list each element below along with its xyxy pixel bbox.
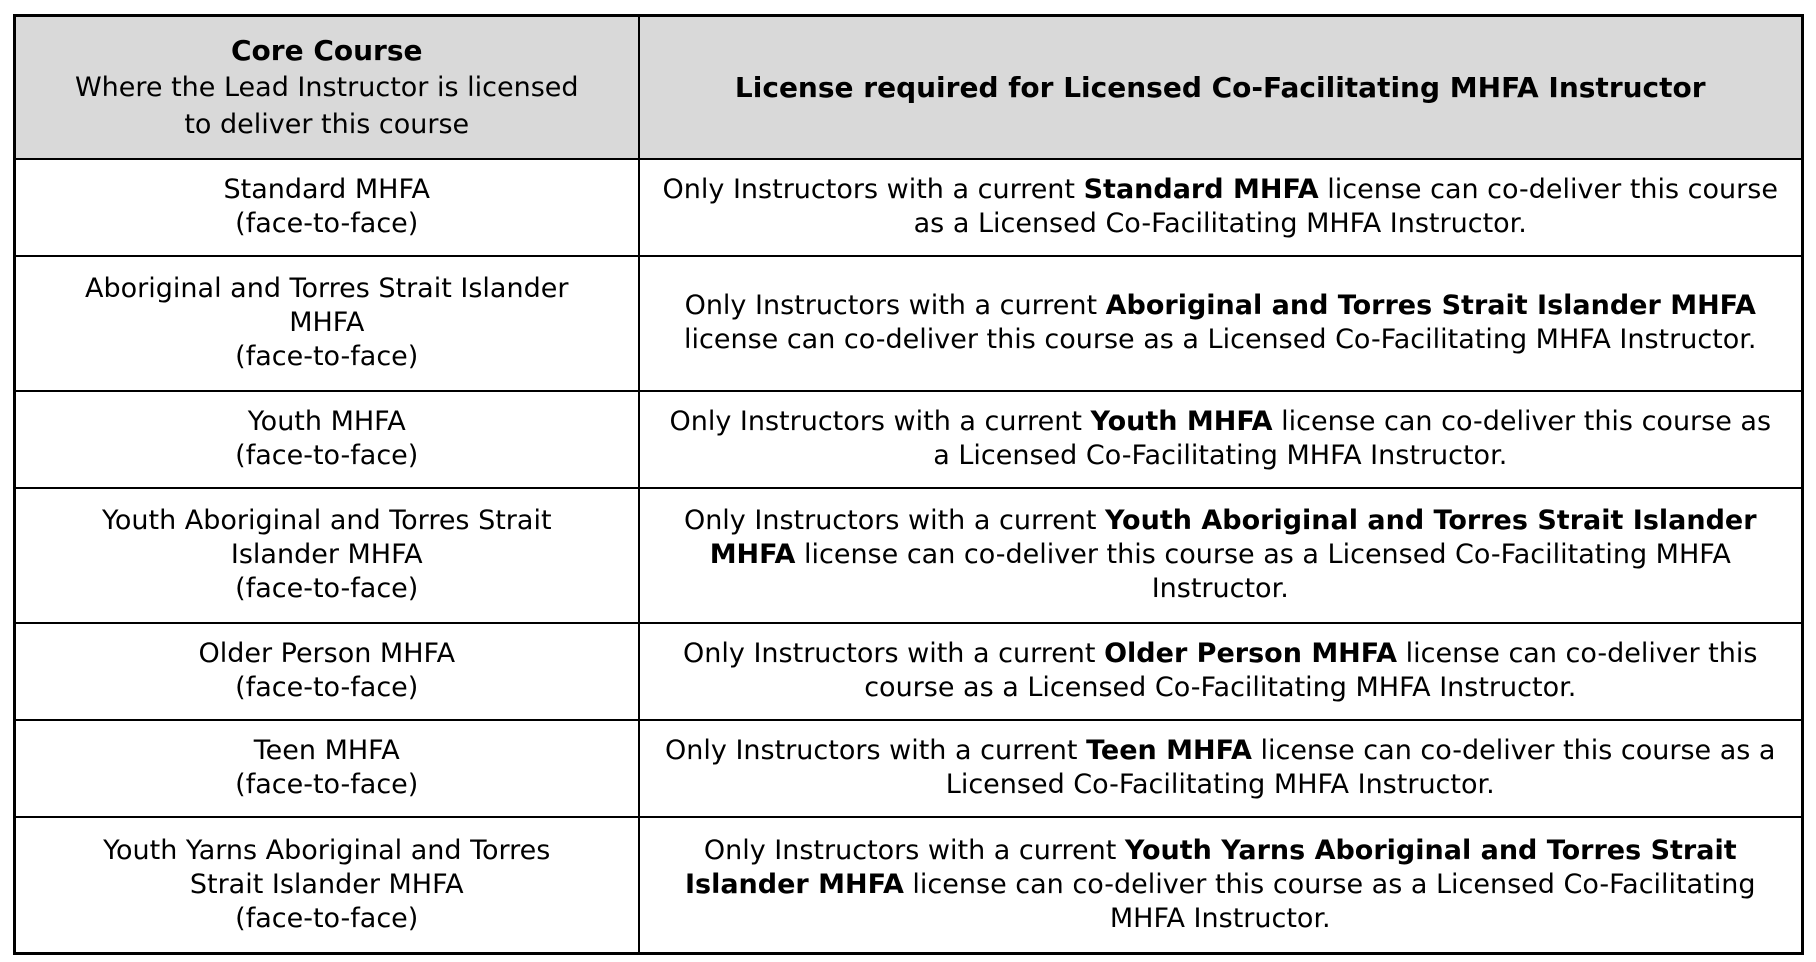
course-name-line: Aboriginal and Torres Strait Islander bbox=[85, 273, 569, 304]
course-name-line: Older Person MHFA bbox=[198, 638, 456, 669]
license-required-header-cell bbox=[639, 16, 1803, 159]
license-text-suffix: license can co-deliver this course as a Licensed Co-Facilitating MHFA Instructor. bbox=[864, 638, 1758, 703]
license-cell bbox=[639, 720, 1803, 817]
course-format-line: (face-to-face) bbox=[235, 573, 419, 604]
table-row-teen-mhfa bbox=[15, 720, 1803, 817]
course-name-line: Teen MHFA bbox=[253, 735, 400, 766]
course-cell bbox=[15, 391, 639, 488]
core-course-header-subtitle-line-2: to deliver this course bbox=[184, 108, 470, 140]
license-text-prefix: Only Instructors with a current bbox=[683, 638, 1105, 669]
license-course-bold: Older Person MHFA bbox=[1104, 638, 1398, 669]
table-row-youth-mhfa bbox=[15, 391, 1803, 488]
license-cell bbox=[639, 488, 1803, 623]
course-cell bbox=[15, 159, 639, 256]
course-format-line: (face-to-face) bbox=[235, 769, 419, 800]
license-cell bbox=[639, 817, 1803, 954]
course-name-line: Youth Yarns Aboriginal and Torres bbox=[103, 834, 551, 866]
core-course-header-subtitle-line-1: Where the Lead Instructor is licensed bbox=[74, 71, 579, 103]
course-format-line: (face-to-face) bbox=[235, 440, 419, 471]
core-course-header-title: Core Course bbox=[230, 33, 423, 67]
course-format-line: (face-to-face) bbox=[235, 341, 419, 372]
license-course-bold: Youth Aboriginal and Torres Strait Islander MHFA bbox=[709, 505, 1757, 570]
course-cell bbox=[15, 623, 639, 720]
table-row-youth-aboriginal-torres-strait-islander-mhfa bbox=[15, 488, 1803, 623]
course-cell bbox=[15, 488, 639, 623]
license-cell bbox=[639, 256, 1803, 391]
license-text-prefix: Only Instructors with a current bbox=[703, 834, 1125, 866]
license-text-prefix: Only Instructors with a current bbox=[683, 505, 1105, 536]
license-text-suffix: license can co-deliver this course as a Licensed Co-Facilitating MHFA Instructor. bbox=[933, 406, 1772, 471]
table-row-youth-yarns-aboriginal-torres-strait-islander-mhfa bbox=[15, 817, 1803, 954]
license-cell bbox=[639, 159, 1803, 256]
course-name-line: MHFA bbox=[289, 307, 365, 338]
license-text-suffix: license can co-deliver this course as a Licensed Co-Facilitating MHFA Instructor. bbox=[903, 868, 1756, 934]
license-text-prefix: Only Instructors with a current bbox=[662, 174, 1084, 205]
course-cell bbox=[15, 720, 639, 817]
course-cell bbox=[15, 256, 639, 391]
table-row-aboriginal-torres-strait-islander-mhfa bbox=[15, 256, 1803, 391]
license-text-suffix: license can co-deliver this course as a Licensed Co-Facilitating MHFA Instructor. bbox=[795, 539, 1731, 604]
table-row-standard-mhfa bbox=[15, 159, 1803, 256]
license-text-prefix: Only Instructors with a current bbox=[665, 735, 1087, 766]
license-text-suffix: license can co-deliver this course as a Licensed Co-Facilitating MHFA Instructor. bbox=[684, 324, 1757, 355]
license-course-bold: Aboriginal and Torres Strait Islander MHFA bbox=[1105, 290, 1756, 321]
license-course-bold: Teen MHFA bbox=[1086, 735, 1252, 766]
license-text-prefix: Only Instructors with a current bbox=[684, 290, 1106, 321]
course-name-line: Strait Islander MHFA bbox=[189, 868, 464, 900]
license-cell bbox=[639, 391, 1803, 488]
course-format-line: (face-to-face) bbox=[235, 902, 419, 934]
license-text-suffix: license can co-deliver this course as a Licensed Co-Facilitating MHFA Instructor. bbox=[945, 735, 1776, 800]
course-format-line: (face-to-face) bbox=[235, 672, 419, 703]
license-required-header-title: License required for Licensed Co-Facilitating MHFA Instructor bbox=[734, 70, 1706, 104]
license-requirements-table bbox=[13, 14, 1804, 955]
course-name-line: Islander MHFA bbox=[230, 539, 423, 570]
license-course-bold: Youth MHFA bbox=[1090, 406, 1273, 437]
core-course-header-cell bbox=[15, 16, 639, 159]
license-course-bold: Youth Yarns Aboriginal and Torres Strait Islander MHFA bbox=[684, 834, 1737, 900]
table-header-row bbox=[15, 16, 1803, 159]
course-name-line: Standard MHFA bbox=[223, 174, 431, 205]
course-cell bbox=[15, 817, 639, 954]
table-row-older-person-mhfa bbox=[15, 623, 1803, 720]
license-cell bbox=[639, 623, 1803, 720]
license-text-prefix: Only Instructors with a current bbox=[669, 406, 1091, 437]
course-name-line: Youth MHFA bbox=[247, 406, 406, 437]
course-format-line: (face-to-face) bbox=[235, 208, 419, 239]
course-name-line: Youth Aboriginal and Torres Strait bbox=[101, 505, 552, 536]
license-text-suffix: license can co-deliver this course as a Licensed Co-Facilitating MHFA Instructor. bbox=[913, 174, 1778, 239]
license-course-bold: Standard MHFA bbox=[1083, 174, 1319, 205]
